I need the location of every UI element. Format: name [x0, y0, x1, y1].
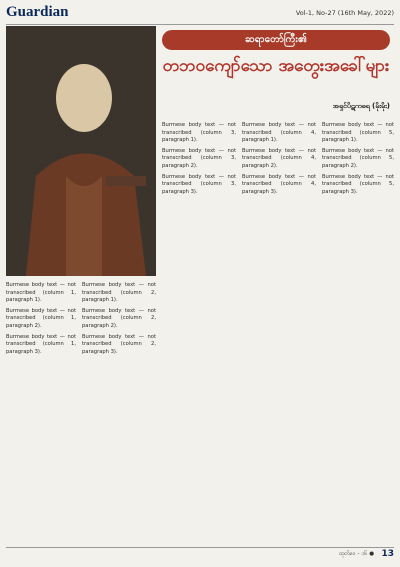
paragraph: Burmese body text — not transcribed (column 3, paragraph 1).: [162, 122, 236, 144]
body-column-1: [6, 282, 76, 544]
paragraph: Burmese body text — not transcribed (column 4, paragraph 1).: [242, 122, 316, 144]
paragraph: Burmese body text — not transcribed (column 4, paragraph 2).: [242, 147, 316, 169]
monk-portrait-icon: [6, 26, 156, 276]
issue-info: Vol-1, No-27 (16th May, 2022): [295, 9, 394, 17]
page-footer: [6, 547, 394, 561]
paragraph: Burmese body text — not transcribed (column 2, paragraph 1).: [82, 282, 156, 304]
paragraph: Burmese body text — not transcribed (column 5, paragraph 1).: [322, 122, 394, 144]
footer-label: ထုတ်ဝေ - ၁၆ ●: [339, 551, 374, 557]
body-column-3: [162, 122, 236, 544]
headline-title: တဘဝကျော်သော အတွေးအခေါ်များ: [162, 56, 390, 76]
footer-rule: [6, 547, 394, 548]
paragraph: Burmese body text — not transcribed (column 1, paragraph 3).: [6, 333, 76, 355]
headline-banner: [162, 30, 390, 50]
byline: အရှင်ပိဋကဓရ (မိုးမိုး): [332, 102, 390, 110]
newspaper-logo: Guardian: [6, 4, 69, 20]
headline-banner-text: ဆရာတော်ကြီး၏: [245, 34, 307, 45]
body-column-4: [242, 122, 316, 544]
portrait-photo: [6, 26, 156, 276]
paragraph: Burmese body text — not transcribed (column 3, paragraph 3).: [162, 173, 236, 195]
paragraph: Burmese body text — not transcribed (column 2, paragraph 3).: [82, 333, 156, 355]
paragraph: Burmese body text — not transcribed (column 5, paragraph 2).: [322, 147, 394, 169]
paragraph: Burmese body text — not transcribed (column 4, paragraph 3).: [242, 173, 316, 195]
paragraph: Burmese body text — not transcribed (column 5, paragraph 3).: [322, 173, 394, 195]
body-column-2: [82, 282, 156, 544]
top-rule: [6, 24, 394, 25]
page-number: 13: [381, 549, 394, 559]
paragraph: Burmese body text — not transcribed (column 1, paragraph 1).: [6, 282, 76, 304]
paragraph: Burmese body text — not transcribed (column 2, paragraph 2).: [82, 307, 156, 329]
body-column-5: [322, 122, 394, 544]
paragraph: Burmese body text — not transcribed (column 3, paragraph 2).: [162, 147, 236, 169]
masthead: [6, 4, 394, 24]
paragraph: Burmese body text — not transcribed (column 1, paragraph 2).: [6, 307, 76, 329]
